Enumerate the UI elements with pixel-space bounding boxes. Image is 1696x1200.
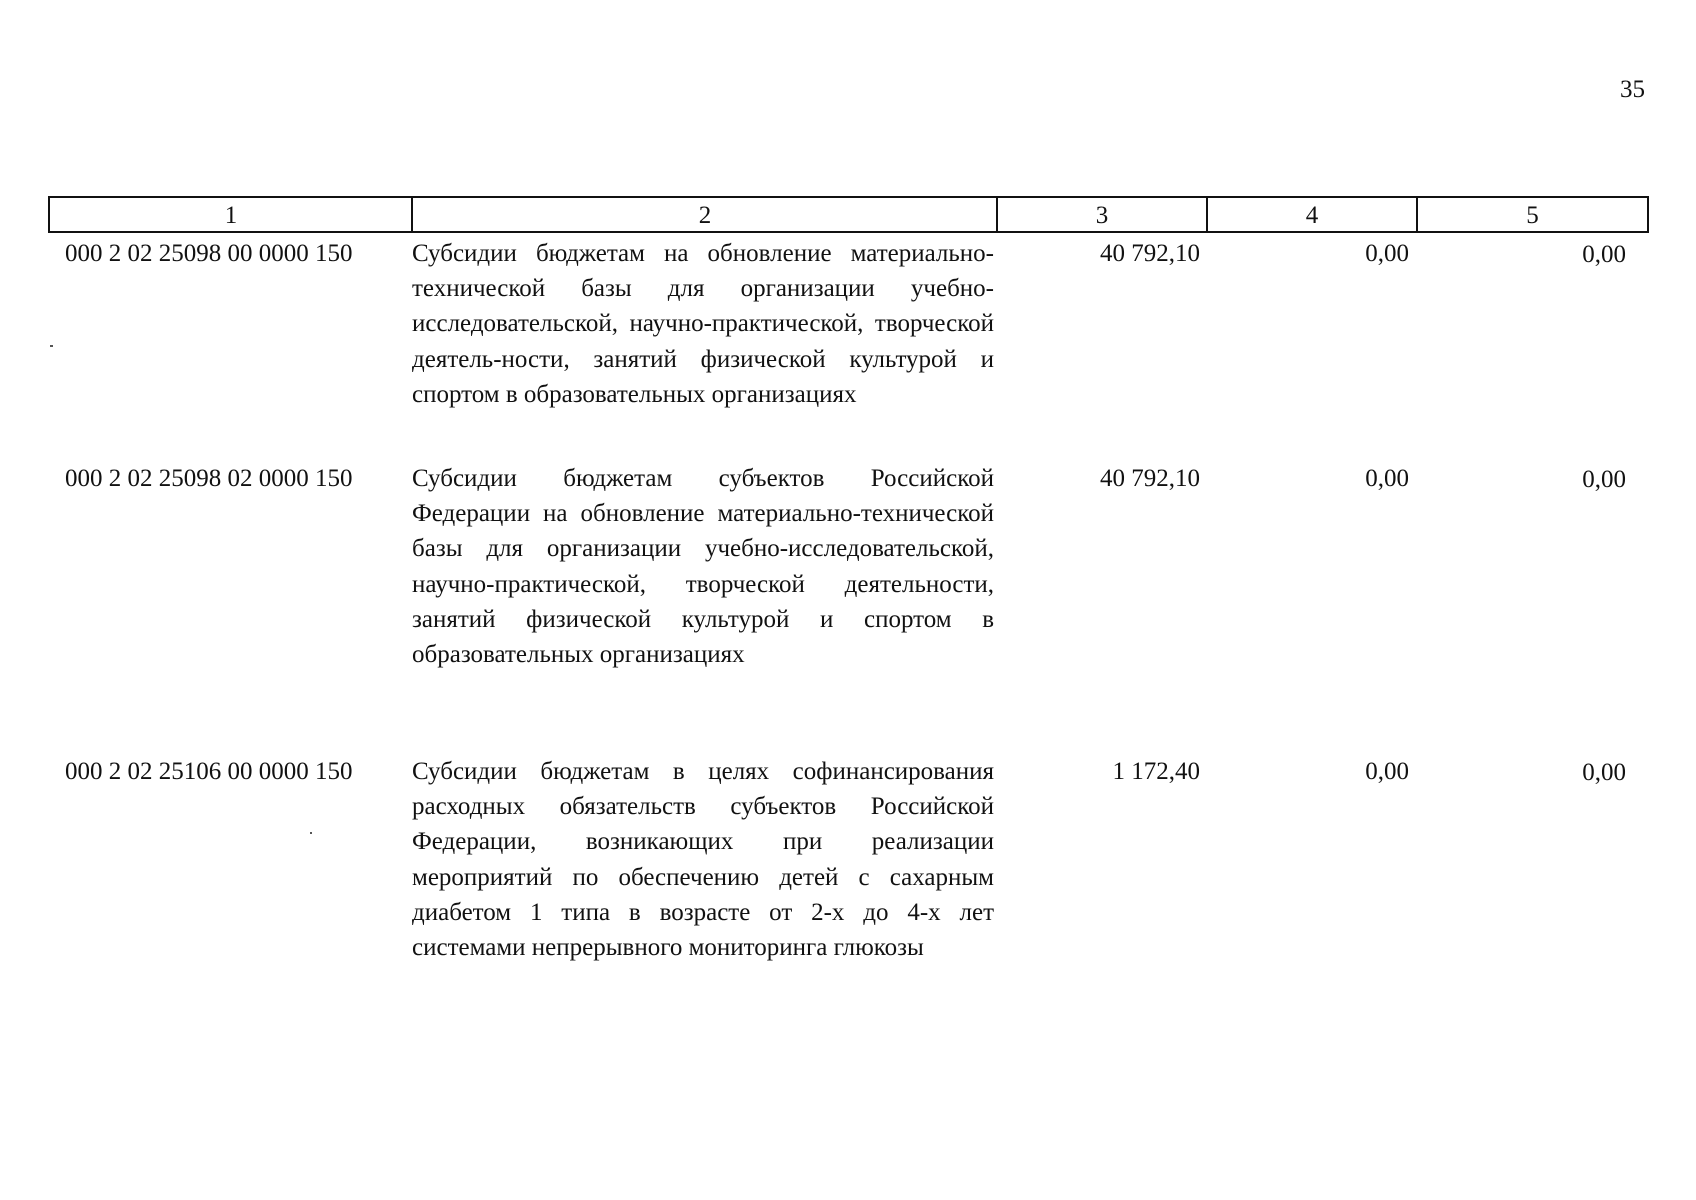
header-col-3: 3 [1095,202,1109,229]
header-col-5: 5 [1526,202,1539,229]
amount-col-5: 0,00 [1582,759,1626,786]
table-header [48,196,1649,233]
header-col-2: 2 [698,202,712,229]
amount-col-4: 0,00 [1365,465,1409,492]
item-description: Субсидии бюджетам в целях софинансирования расходных обязательств субъектов Российской Федерации, возникающих при реализации мероприятий по обеспечению детей с сахарным диабетом 1 типа в возрасте от 2-х до 4-х лет системами непрерывного мониторинга глюкозы [412,758,994,962]
amount-col-3: 40 792,10 [1100,240,1200,267]
page-number: 35 [1620,76,1645,103]
budget-code: 000 2 02 25106 00 0000 150 [65,758,353,785]
amount-col-4: 0,00 [1365,240,1409,267]
amount-col-4: 0,00 [1365,758,1409,785]
scan-speck [50,345,53,347]
amount-col-3: 1 172,40 [1112,758,1200,785]
header-col-4: 4 [1305,202,1319,229]
item-description: Субсидии бюджетам на обновление материально-технической базы для организации учебно-исследовательской, научно-практической, творческой деятель-ности, занятий физической культурой и спортом в образовательных организациях [412,240,994,408]
amount-col-5: 0,00 [1582,466,1626,493]
budget-code: 000 2 02 25098 02 0000 150 [65,465,353,492]
item-description: Субсидии бюджетам субъектов Российской Федерации на обновление материально-технической базы для организации учебно-исследовательской, научно-практической, творческой деятельности, занятий физической культурой и спортом в образовательных организациях [412,465,994,669]
amount-col-3: 40 792,10 [1100,465,1200,492]
header-col-1: 1 [224,202,238,229]
scan-speck [310,832,312,834]
amount-col-5: 0,00 [1582,241,1626,268]
budget-code: 000 2 02 25098 00 0000 150 [65,240,353,267]
